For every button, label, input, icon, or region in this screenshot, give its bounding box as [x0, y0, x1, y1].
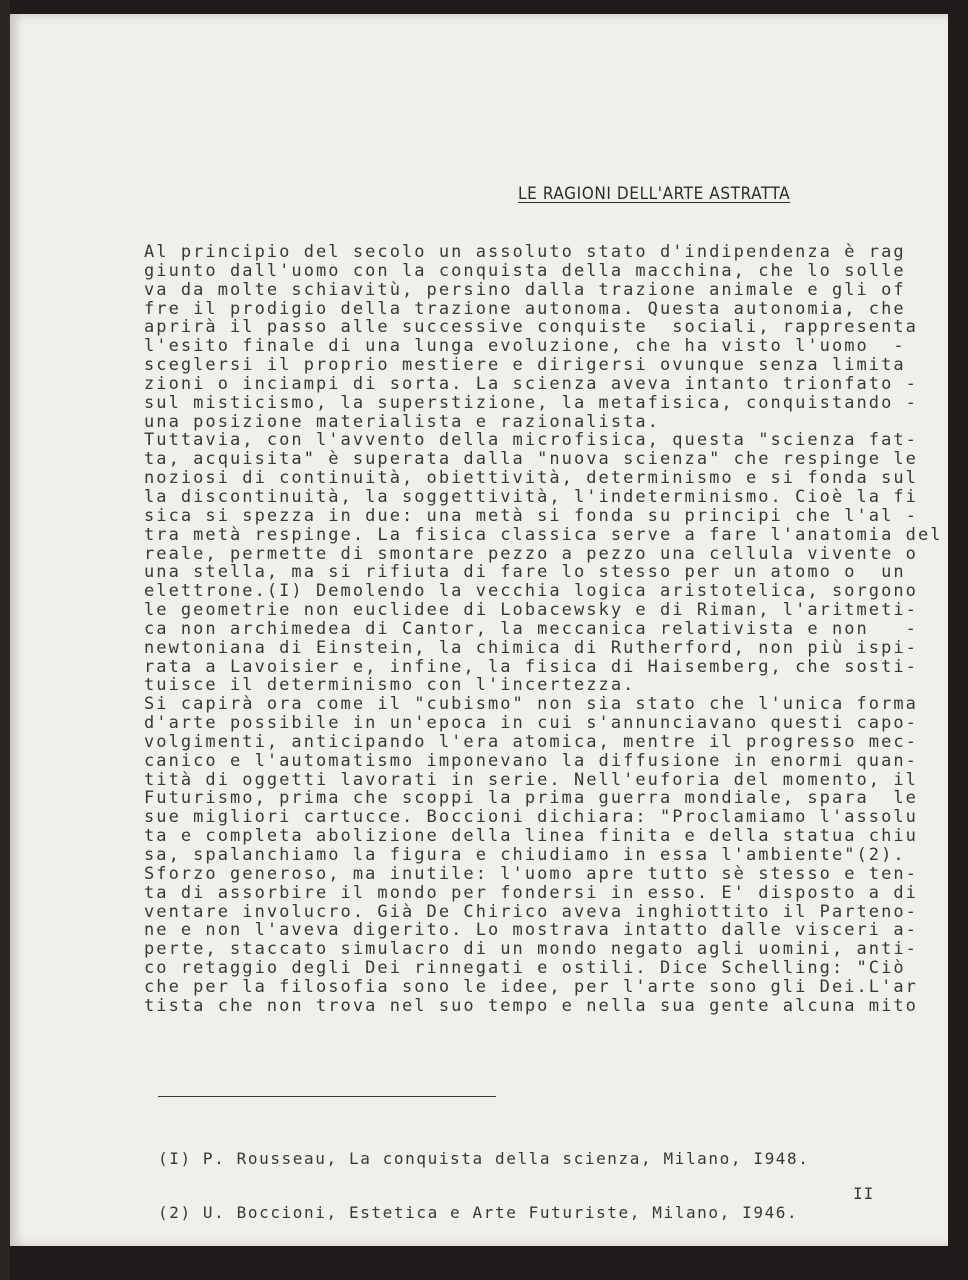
- text-line: tra metà respinge. La fisica classica serve a fare l'anatomia del: [144, 524, 943, 545]
- text-line: Al principio del secolo un assoluto stato d'indipendenza è rag: [144, 242, 906, 262]
- text-line: una posizione materialista e razionalista.: [144, 411, 660, 432]
- footnotes: [158, 1114, 810, 1258]
- text-line: ta e completa abolizione della linea finita e della statua chiu: [144, 826, 918, 847]
- document-page: [10, 14, 948, 1246]
- text-line: ta, acquisita" è superata dalla "nuova scienza" che respinge le: [144, 449, 918, 470]
- body-text: [144, 243, 943, 1016]
- text-line: ne e non l'aveva digerito. Lo mostrava intatto dalle visceri a-: [144, 920, 918, 941]
- text-line: sica si spezza in due: una metà si fonda su principi che l'al -: [144, 505, 918, 526]
- text-line: d'arte possibile in un'epoca in cui s'annunciavano questi capo-: [144, 713, 918, 734]
- text-line: newtoniana di Einstein, la chimica di Rutherford, non più ispi-: [144, 637, 918, 658]
- text-line: tuisce il determinismo con l'incertezza.: [144, 675, 636, 696]
- text-line: aprirà il passo alle successive conquiste sociali, rappresenta: [144, 317, 918, 338]
- text-line: volgimenti, anticipando l'era atomica, mentre il progresso mec-: [144, 731, 918, 752]
- text-line: Si capirà ora come il "cubismo" non sia stato che l'unica forma: [144, 694, 918, 715]
- text-line: sue migliori cartucce. Boccioni dichiara: "Proclamiamo l'assolu: [144, 807, 918, 828]
- text-line: zioni o inciampi di sorta. La scienza aveva intanto trionfato -: [144, 373, 918, 394]
- page-number: II: [853, 1184, 875, 1203]
- text-line: la discontinuità, la soggettività, l'indeterminismo. Cioè la fi: [144, 486, 918, 507]
- text-line: co retaggio degli Dei rinnegati e ostili. Dice Schelling: "Ciò: [144, 958, 906, 979]
- footnote-2: (2) U. Boccioni, Estetica e Arte Futuriste, Milano, I946.: [158, 1203, 799, 1222]
- text-line: canico e l'automatismo imponevano la diffusione in enormi quan-: [144, 750, 918, 771]
- text-line: Futurismo, prima che scoppi la prima guerra mondiale, spara le: [144, 788, 918, 809]
- text-line: va da molte schiavitù, persino dalla trazione animale e gli of: [144, 279, 906, 300]
- footnote-divider: [158, 1096, 496, 1097]
- page-edge-shadow: [0, 0, 10, 1280]
- text-line: ventare involucro. Già De Chirico aveva inghiottito il Parteno-: [144, 901, 918, 922]
- text-line: tità di oggetti lavorati in serie. Nell'euforia del momento, il: [144, 769, 918, 790]
- text-line: le geometrie non euclidee di Lobacewsky e di Riman, l'aritmeti-: [144, 600, 918, 621]
- page-title: LE RAGIONI DELL'ARTE ASTRATTA: [518, 184, 791, 204]
- text-line: ta di assorbire il mondo per fondersi in esso. E' disposto a di: [144, 882, 918, 903]
- text-line: noziosi di continuità, obiettività, determinismo e si fonda sul: [144, 468, 918, 489]
- text-line: tista che non trova nel suo tempo e nella sua gente alcuna mito: [144, 995, 918, 1016]
- footnote-1: (I) P. Rousseau, La conquista della scienza, Milano, I948.: [158, 1149, 810, 1168]
- text-line: ca non archimedea di Cantor, la meccanica relativista e non -: [144, 618, 918, 639]
- text-line: Tuttavia, con l'avvento della microfisica, questa "scienza fat-: [144, 430, 918, 451]
- text-line: l'esito finale di una lunga evoluzione, che ha visto l'uomo -: [144, 336, 906, 357]
- text-line: sul misticismo, la superstizione, la metafisica, conquistando -: [144, 392, 918, 413]
- text-line: fre il prodigio della trazione autonoma. Questa autonomia, che: [144, 298, 906, 319]
- text-line: reale, permette di smontare pezzo a pezzo una cellula vivente o: [144, 543, 918, 564]
- text-line: una stella, ma si rifiuta di fare lo stesso per un atomo o un: [144, 562, 906, 583]
- text-line: sa, spalanchiamo la figura e chiudiamo in essa l'ambiente"(2).: [144, 845, 906, 865]
- text-line: Sforzo generoso, ma inutile: l'uomo apre tutto sè stesso e ten-: [144, 863, 918, 884]
- text-line: giunto dall'uomo con la conquista della macchina, che lo solle: [144, 260, 906, 281]
- text-line: sceglersi il proprio mestiere e dirigersi ovunque senza limita: [144, 355, 906, 376]
- text-line: che per la filosofia sono le idee, per l'arte sono gli Dei.L'ar: [144, 976, 918, 997]
- text-line: elettrone.(I) Demolendo la vecchia logica aristotelica, sorgono: [144, 581, 918, 602]
- text-line: perte, staccato simulacro di un mondo negato agli uomini, anti-: [144, 939, 918, 960]
- text-line: rata a Lavoisier e, infine, la fisica di Haisemberg, che sosti-: [144, 656, 918, 677]
